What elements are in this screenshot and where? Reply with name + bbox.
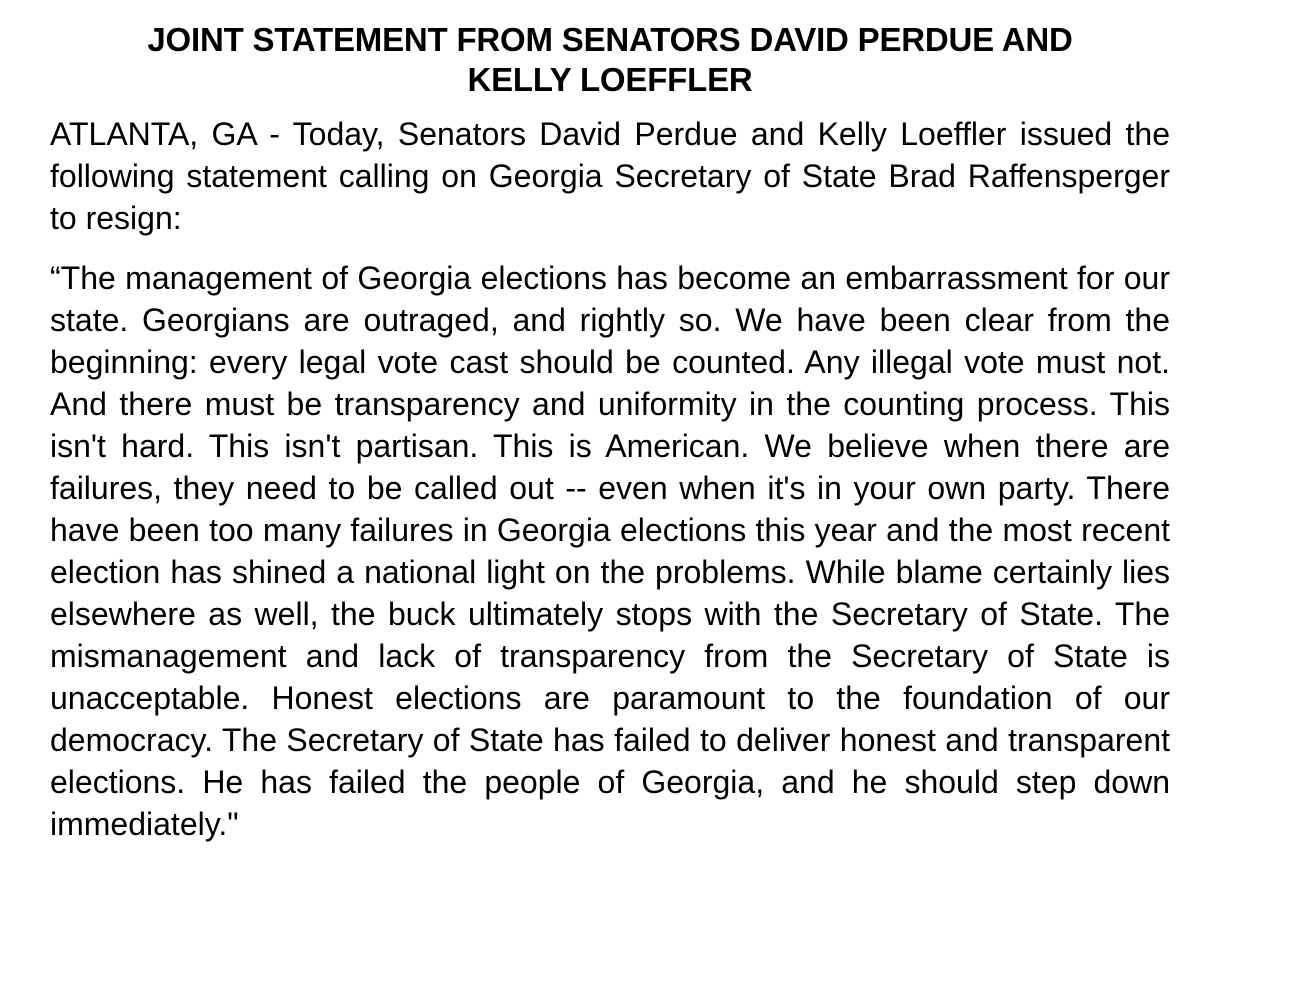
press-release-title: [50, 20, 1170, 100]
statement-paragraph: “The management of Georgia elections has become an embarrassment for our state. Georgians are outraged, and rightly so. We have been clear from the beginning: every legal vote cast should be counted. Any illegal vote must not. And there must be transparency and uniformity in the counting process. This isn't hard. This isn't partisan. This is American. We believe when there are failures, they need to be called out -- even when it's in your own party. There have been too many failures in Georgia elections this year and the most recent election has shined a national light on the problems. While blame certainly lies elsewhere as well, the buck ultimately stops with the Secretary of State. The mismanagement and lack of transparency from the Secretary of State is unacceptable. Honest elections are paramount to the foundation of our democracy. The Secretary of State has failed to deliver honest and transparent elections. He has failed the people of Georgia, and he should step down immediately.": [50, 260, 1170, 842]
press-release: [50, 20, 1170, 845]
title-line-2: KELLY LOEFFLER: [467, 61, 753, 98]
intro-paragraph: ATLANTA, GA - Today, Senators David Perdue and Kelly Loeffler issued the following statement calling on Georgia Secretary of State Brad Raffensperger to resign:: [50, 116, 1170, 236]
title-line-1: JOINT STATEMENT FROM SENATORS DAVID PERDUE AND: [147, 21, 1073, 58]
